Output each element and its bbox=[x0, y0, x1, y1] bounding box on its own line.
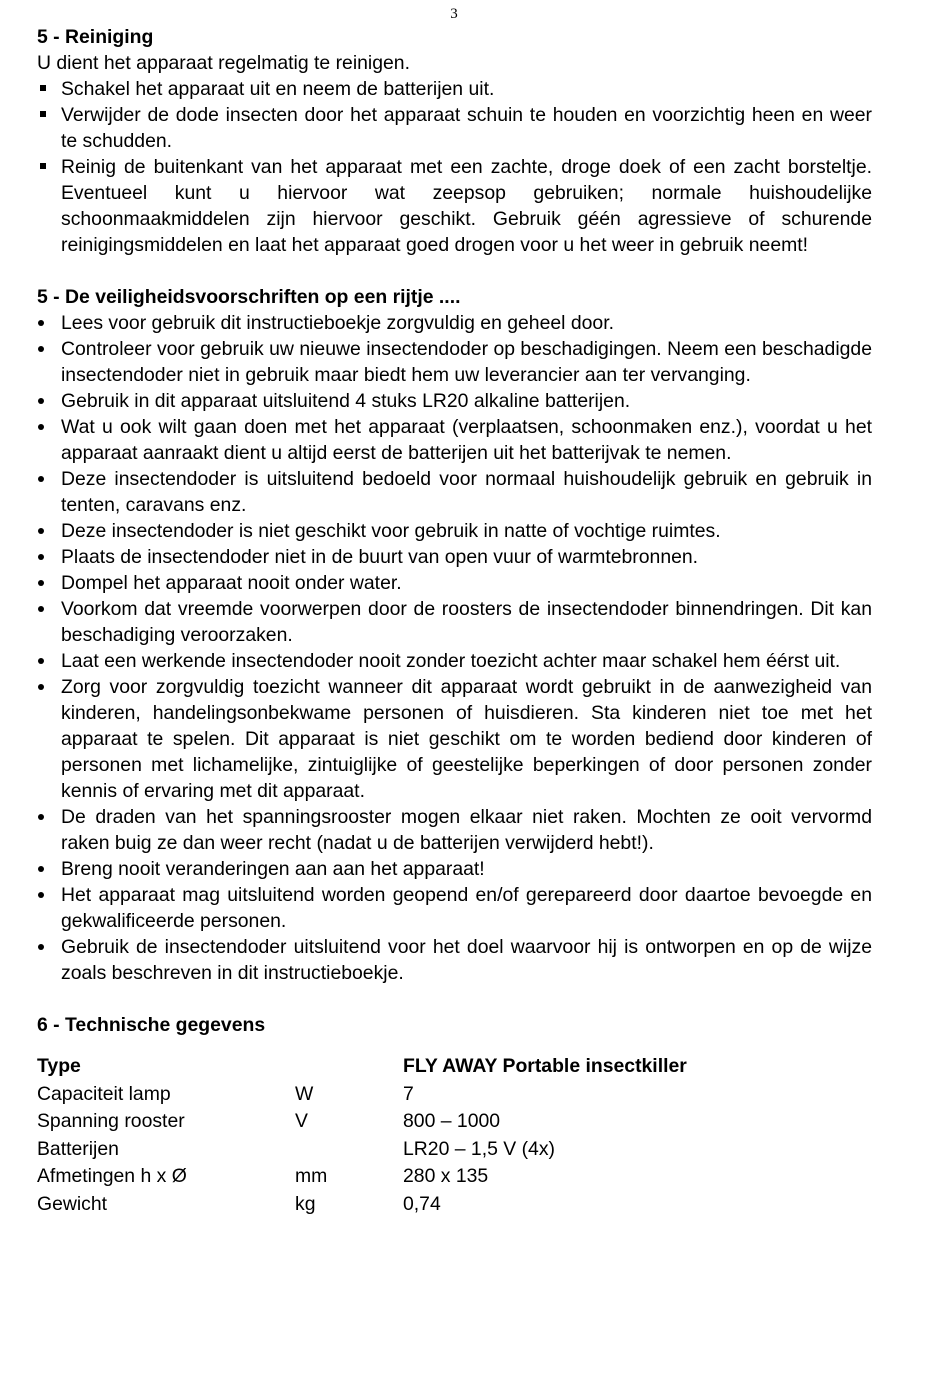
spec-unit bbox=[295, 1053, 403, 1081]
list-item: Het apparaat mag uitsluitend worden geopend en/of gerepareerd door daartoe bevoegde en gekwalificeerde personen. bbox=[37, 882, 872, 934]
reiniging-intro: U dient het apparaat regelmatig te reinigen. bbox=[37, 52, 410, 74]
table-row bbox=[37, 1191, 872, 1219]
list-item: Deze insectendoder is niet geschikt voor gebruik in natte of vochtige ruimtes. bbox=[37, 518, 872, 544]
spec-unit bbox=[295, 1136, 403, 1164]
list-item: Plaats de insectendoder niet in de buurt van open vuur of warmtebronnen. bbox=[37, 544, 872, 570]
list-item: Verwijder de dode insecten door het apparaat schuin te houden en voorzichtig heen en weer te schudden. bbox=[37, 102, 872, 154]
section-veiligheid bbox=[37, 284, 872, 986]
spec-value: 280 x 135 bbox=[403, 1165, 489, 1187]
spec-value: 0,74 bbox=[403, 1192, 441, 1215]
table-row bbox=[37, 1053, 872, 1081]
list-item: Zorg voor zorgvuldig toezicht wanneer dit apparaat wordt gebruikt in de aanwezigheid van kinderen, handelingsonbekwame personen of huisdieren. Sta kinderen niet toe met het apparaat te spelen. Dit apparaat is niet geschikt om te worden bediend door kinderen of personen met lichamelijke, zintuiglijke of geestelijke beperkingen of door personen zonder kennis of ervaring met dit apparaat. bbox=[37, 674, 872, 804]
spec-value: 800 – 1000 bbox=[403, 1110, 501, 1132]
table-row bbox=[37, 1108, 872, 1136]
list-item: Wat u ook wilt gaan doen met het apparaat (verplaatsen, schoonmaken enz.), voordat u het apparaat aanraakt dient u altijd eerst de batterijen uit het batterijvak te nemen. bbox=[37, 414, 872, 466]
table-row bbox=[37, 1081, 872, 1109]
table-row bbox=[37, 1136, 872, 1164]
section-heading-veiligheid: 5 - De veiligheidsvoorschriften op een rijtje .... bbox=[37, 286, 461, 308]
spec-label: Capaciteit lamp bbox=[37, 1082, 171, 1105]
list-item: Gebruik in dit apparaat uitsluitend 4 stuks LR20 alkaline batterijen. bbox=[37, 388, 872, 414]
list-item: Reinig de buitenkant van het apparaat met een zachte, droge doek of een zacht borsteltje. Eventueel kunt u hiervoor wat zeepsop gebruiken; normale huishoudelijke schoonmaakmiddelen zijn hiervoor geschikt. Gebruik géén agressieve of schurende reinigingsmiddelen en laat het apparaat goed drogen voor u het weer in gebruik neemt! bbox=[37, 154, 872, 258]
section-technisch bbox=[37, 1012, 872, 1218]
spec-value: LR20 – 1,5 V (4x) bbox=[403, 1137, 555, 1160]
list-item: Laat een werkende insectendoder nooit zonder toezicht achter maar schakel hem éérst uit. bbox=[37, 648, 872, 674]
spec-label: Batterijen bbox=[37, 1137, 119, 1160]
section-heading-reiniging: 5 - Reiniging bbox=[37, 26, 154, 48]
spec-unit: kg bbox=[295, 1192, 316, 1215]
spec-unit: V bbox=[295, 1110, 308, 1132]
list-item: Dompel het apparaat nooit onder water. bbox=[37, 570, 872, 596]
list-item: Schakel het apparaat uit en neem de batterijen uit. bbox=[37, 76, 872, 102]
specs-table bbox=[37, 1053, 872, 1218]
table-row bbox=[37, 1163, 872, 1191]
veiligheid-list bbox=[37, 310, 872, 986]
reiniging-list bbox=[37, 76, 872, 258]
spec-unit: mm bbox=[295, 1165, 328, 1187]
spacer bbox=[37, 1038, 872, 1053]
section-reiniging bbox=[37, 24, 872, 258]
spec-unit: W bbox=[295, 1082, 314, 1105]
page-number: 3 bbox=[450, 6, 458, 22]
list-item: Voorkom dat vreemde voorwerpen door de roosters de insectendoder binnendringen. Dit kan beschadiging veroorzaken. bbox=[37, 596, 872, 648]
spacer bbox=[37, 258, 872, 284]
list-item: Lees voor gebruik dit instructieboekje zorgvuldig en geheel door. bbox=[37, 310, 872, 336]
spec-label: Afmetingen h x Ø bbox=[37, 1165, 187, 1187]
list-item: De draden van het spanningsrooster mogen elkaar niet raken. Mochten ze ooit vervormd raken buig ze dan weer recht (nadat u de batterijen verwijderd hebt!). bbox=[37, 804, 872, 856]
spec-label: Type bbox=[37, 1055, 81, 1077]
list-item: Breng nooit veranderingen aan aan het apparaat! bbox=[37, 856, 872, 882]
spacer bbox=[37, 986, 872, 1012]
document-body bbox=[37, 24, 872, 1218]
spec-label: Gewicht bbox=[37, 1192, 108, 1215]
spec-value: FLY AWAY Portable insectkiller bbox=[403, 1055, 687, 1077]
section-heading-technisch: 6 - Technische gegevens bbox=[37, 1014, 266, 1036]
list-item: Deze insectendoder is uitsluitend bedoeld voor normaal huishoudelijk gebruik en gebruik in tenten, caravans enz. bbox=[37, 466, 872, 518]
spec-value: 7 bbox=[403, 1082, 414, 1105]
spec-label: Spanning rooster bbox=[37, 1110, 185, 1132]
list-item: Controleer voor gebruik uw nieuwe insectendoder op beschadigingen. Neem een beschadigde insectendoder niet in gebruik maar biedt hem uw leverancier aan ter vervanging. bbox=[37, 336, 872, 388]
list-item: Gebruik de insectendoder uitsluitend voor het doel waarvoor hij is ontworpen en op de wijze zoals beschreven in dit instructieboekje. bbox=[37, 934, 872, 986]
